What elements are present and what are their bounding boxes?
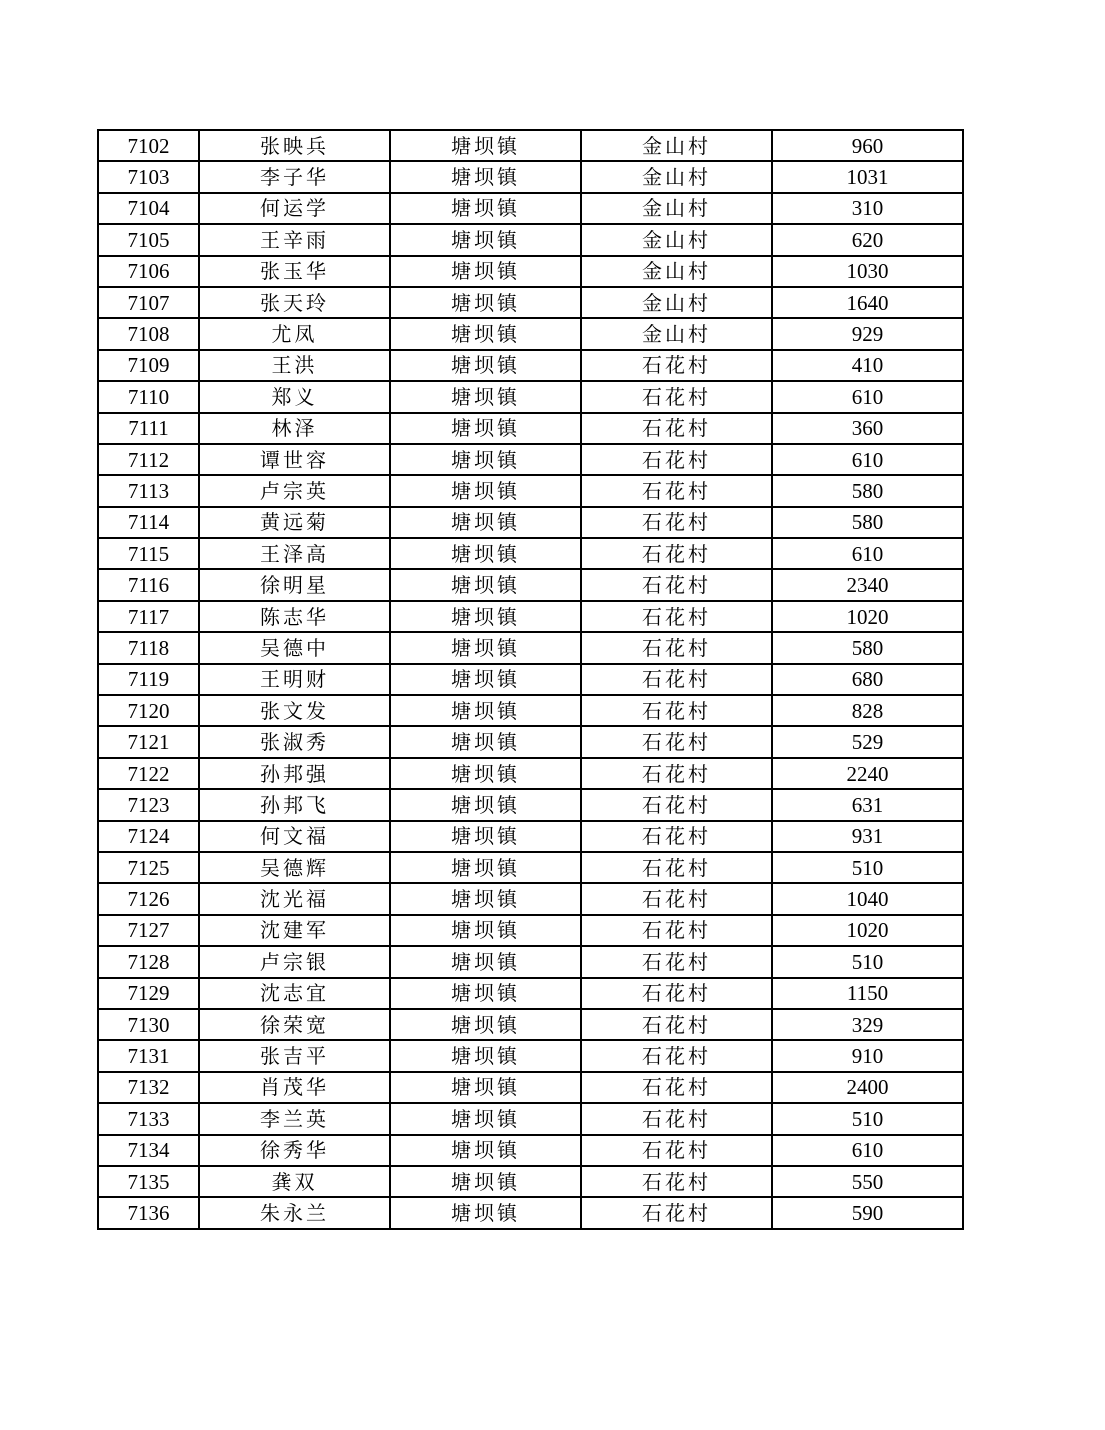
village-cell: 石花村 (581, 946, 772, 977)
town-cell: 塘坝镇 (390, 664, 581, 695)
name-cell: 尤凤 (199, 318, 390, 349)
table-row (98, 1072, 963, 1103)
name-cell: 徐荣宽 (199, 1009, 390, 1040)
town-cell: 塘坝镇 (390, 193, 581, 224)
amount-cell: 1031 (772, 161, 963, 192)
id-cell: 7112 (98, 444, 199, 475)
amount-cell: 1020 (772, 915, 963, 946)
id-cell: 7127 (98, 915, 199, 946)
id-cell: 7121 (98, 726, 199, 757)
town-cell: 塘坝镇 (390, 224, 581, 255)
amount-cell: 631 (772, 789, 963, 820)
town-cell: 塘坝镇 (390, 883, 581, 914)
id-cell: 7119 (98, 664, 199, 695)
name-cell: 李子华 (199, 161, 390, 192)
village-cell: 石花村 (581, 381, 772, 412)
village-cell: 石花村 (581, 789, 772, 820)
name-cell: 何运学 (199, 193, 390, 224)
table-row (98, 726, 963, 757)
table-row (98, 161, 963, 192)
name-cell: 沈建军 (199, 915, 390, 946)
town-cell: 塘坝镇 (390, 538, 581, 569)
town-cell: 塘坝镇 (390, 1072, 581, 1103)
name-cell: 肖茂华 (199, 1072, 390, 1103)
amount-cell: 1030 (772, 256, 963, 287)
village-cell: 石花村 (581, 1197, 772, 1228)
amount-cell: 610 (772, 381, 963, 412)
name-cell: 徐秀华 (199, 1135, 390, 1166)
amount-cell: 580 (772, 632, 963, 663)
amount-cell: 620 (772, 224, 963, 255)
amount-cell: 1040 (772, 883, 963, 914)
village-cell: 石花村 (581, 538, 772, 569)
table-row (98, 789, 963, 820)
id-cell: 7132 (98, 1072, 199, 1103)
town-cell: 塘坝镇 (390, 350, 581, 381)
town-cell: 塘坝镇 (390, 821, 581, 852)
name-cell: 吴德中 (199, 632, 390, 663)
village-cell: 石花村 (581, 1009, 772, 1040)
village-cell: 金山村 (581, 224, 772, 255)
id-cell: 7125 (98, 852, 199, 883)
id-cell: 7118 (98, 632, 199, 663)
table-row (98, 664, 963, 695)
town-cell: 塘坝镇 (390, 946, 581, 977)
village-cell: 石花村 (581, 632, 772, 663)
id-cell: 7111 (98, 413, 199, 444)
table-row (98, 915, 963, 946)
table-row (98, 193, 963, 224)
village-cell: 石花村 (581, 413, 772, 444)
name-cell: 黄远菊 (199, 507, 390, 538)
table-row (98, 1040, 963, 1071)
village-cell: 金山村 (581, 318, 772, 349)
amount-cell: 828 (772, 695, 963, 726)
village-cell: 石花村 (581, 915, 772, 946)
name-cell: 龚双 (199, 1166, 390, 1197)
town-cell: 塘坝镇 (390, 1197, 581, 1228)
name-cell: 张映兵 (199, 130, 390, 161)
table-row (98, 946, 963, 977)
name-cell: 沈光福 (199, 883, 390, 914)
village-cell: 石花村 (581, 1103, 772, 1134)
town-cell: 塘坝镇 (390, 601, 581, 632)
id-cell: 7104 (98, 193, 199, 224)
table-row (98, 224, 963, 255)
amount-cell: 580 (772, 475, 963, 506)
village-cell: 金山村 (581, 130, 772, 161)
amount-cell: 931 (772, 821, 963, 852)
id-cell: 7113 (98, 475, 199, 506)
name-cell: 王辛雨 (199, 224, 390, 255)
name-cell: 吴德辉 (199, 852, 390, 883)
town-cell: 塘坝镇 (390, 381, 581, 412)
id-cell: 7126 (98, 883, 199, 914)
record-table (97, 129, 964, 1230)
amount-cell: 1020 (772, 601, 963, 632)
table-row (98, 444, 963, 475)
amount-cell: 410 (772, 350, 963, 381)
name-cell: 林泽 (199, 413, 390, 444)
village-cell: 金山村 (581, 256, 772, 287)
table-row (98, 475, 963, 506)
town-cell: 塘坝镇 (390, 695, 581, 726)
amount-cell: 2340 (772, 569, 963, 600)
table-row (98, 287, 963, 318)
amount-cell: 550 (772, 1166, 963, 1197)
id-cell: 7130 (98, 1009, 199, 1040)
name-cell: 徐明星 (199, 569, 390, 600)
id-cell: 7106 (98, 256, 199, 287)
town-cell: 塘坝镇 (390, 1009, 581, 1040)
amount-cell: 2400 (772, 1072, 963, 1103)
name-cell: 谭世容 (199, 444, 390, 475)
village-cell: 石花村 (581, 507, 772, 538)
table-row (98, 507, 963, 538)
name-cell: 何文福 (199, 821, 390, 852)
town-cell: 塘坝镇 (390, 507, 581, 538)
amount-cell: 1150 (772, 978, 963, 1009)
name-cell: 卢宗银 (199, 946, 390, 977)
id-cell: 7108 (98, 318, 199, 349)
town-cell: 塘坝镇 (390, 632, 581, 663)
table-row (98, 1009, 963, 1040)
name-cell: 李兰英 (199, 1103, 390, 1134)
name-cell: 孙邦强 (199, 758, 390, 789)
id-cell: 7135 (98, 1166, 199, 1197)
amount-cell: 610 (772, 538, 963, 569)
table-row (98, 852, 963, 883)
village-cell: 石花村 (581, 726, 772, 757)
table-row (98, 821, 963, 852)
village-cell: 石花村 (581, 1040, 772, 1071)
town-cell: 塘坝镇 (390, 789, 581, 820)
name-cell: 孙邦飞 (199, 789, 390, 820)
name-cell: 王明财 (199, 664, 390, 695)
town-cell: 塘坝镇 (390, 318, 581, 349)
id-cell: 7109 (98, 350, 199, 381)
amount-cell: 529 (772, 726, 963, 757)
table-row (98, 1197, 963, 1228)
town-cell: 塘坝镇 (390, 1135, 581, 1166)
table-row (98, 1166, 963, 1197)
village-cell: 石花村 (581, 758, 772, 789)
town-cell: 塘坝镇 (390, 852, 581, 883)
village-cell: 金山村 (581, 161, 772, 192)
amount-cell: 2240 (772, 758, 963, 789)
town-cell: 塘坝镇 (390, 161, 581, 192)
table-row (98, 1103, 963, 1134)
id-cell: 7116 (98, 569, 199, 600)
village-cell: 金山村 (581, 193, 772, 224)
table-row (98, 978, 963, 1009)
table-row (98, 569, 963, 600)
amount-cell: 910 (772, 1040, 963, 1071)
name-cell: 王泽高 (199, 538, 390, 569)
name-cell: 张玉华 (199, 256, 390, 287)
id-cell: 7114 (98, 507, 199, 538)
amount-cell: 360 (772, 413, 963, 444)
id-cell: 7107 (98, 287, 199, 318)
amount-cell: 510 (772, 946, 963, 977)
table-row (98, 883, 963, 914)
id-cell: 7117 (98, 601, 199, 632)
name-cell: 郑义 (199, 381, 390, 412)
town-cell: 塘坝镇 (390, 915, 581, 946)
name-cell: 朱永兰 (199, 1197, 390, 1228)
amount-cell: 610 (772, 444, 963, 475)
town-cell: 塘坝镇 (390, 287, 581, 318)
table-row (98, 256, 963, 287)
table-row (98, 318, 963, 349)
town-cell: 塘坝镇 (390, 1166, 581, 1197)
table-row (98, 601, 963, 632)
town-cell: 塘坝镇 (390, 256, 581, 287)
village-cell: 石花村 (581, 1072, 772, 1103)
village-cell: 石花村 (581, 821, 772, 852)
village-cell: 石花村 (581, 1135, 772, 1166)
name-cell: 卢宗英 (199, 475, 390, 506)
town-cell: 塘坝镇 (390, 1040, 581, 1071)
id-cell: 7133 (98, 1103, 199, 1134)
table-row (98, 350, 963, 381)
table-row (98, 130, 963, 161)
id-cell: 7123 (98, 789, 199, 820)
id-cell: 7115 (98, 538, 199, 569)
record-table-body (98, 130, 963, 1229)
village-cell: 石花村 (581, 350, 772, 381)
amount-cell: 960 (772, 130, 963, 161)
name-cell: 张淑秀 (199, 726, 390, 757)
amount-cell: 510 (772, 1103, 963, 1134)
town-cell: 塘坝镇 (390, 726, 581, 757)
id-cell: 7128 (98, 946, 199, 977)
amount-cell: 1640 (772, 287, 963, 318)
name-cell: 沈志宜 (199, 978, 390, 1009)
table-row (98, 413, 963, 444)
village-cell: 石花村 (581, 1166, 772, 1197)
town-cell: 塘坝镇 (390, 978, 581, 1009)
amount-cell: 329 (772, 1009, 963, 1040)
town-cell: 塘坝镇 (390, 475, 581, 506)
id-cell: 7105 (98, 224, 199, 255)
village-cell: 石花村 (581, 475, 772, 506)
table-row (98, 381, 963, 412)
amount-cell: 680 (772, 664, 963, 695)
village-cell: 石花村 (581, 883, 772, 914)
id-cell: 7131 (98, 1040, 199, 1071)
town-cell: 塘坝镇 (390, 413, 581, 444)
name-cell: 张天玲 (199, 287, 390, 318)
town-cell: 塘坝镇 (390, 569, 581, 600)
amount-cell: 510 (772, 852, 963, 883)
name-cell: 张吉平 (199, 1040, 390, 1071)
id-cell: 7122 (98, 758, 199, 789)
table-row (98, 758, 963, 789)
name-cell: 王洪 (199, 350, 390, 381)
town-cell: 塘坝镇 (390, 444, 581, 475)
village-cell: 石花村 (581, 695, 772, 726)
amount-cell: 610 (772, 1135, 963, 1166)
name-cell: 张文发 (199, 695, 390, 726)
village-cell: 金山村 (581, 287, 772, 318)
amount-cell: 580 (772, 507, 963, 538)
table-row (98, 538, 963, 569)
village-cell: 石花村 (581, 444, 772, 475)
amount-cell: 590 (772, 1197, 963, 1228)
village-cell: 石花村 (581, 601, 772, 632)
id-cell: 7102 (98, 130, 199, 161)
id-cell: 7120 (98, 695, 199, 726)
id-cell: 7124 (98, 821, 199, 852)
id-cell: 7110 (98, 381, 199, 412)
id-cell: 7129 (98, 978, 199, 1009)
town-cell: 塘坝镇 (390, 1103, 581, 1134)
village-cell: 石花村 (581, 569, 772, 600)
town-cell: 塘坝镇 (390, 758, 581, 789)
id-cell: 7136 (98, 1197, 199, 1228)
town-cell: 塘坝镇 (390, 130, 581, 161)
table-row (98, 1135, 963, 1166)
table-row (98, 695, 963, 726)
village-cell: 石花村 (581, 852, 772, 883)
name-cell: 陈志华 (199, 601, 390, 632)
table-row (98, 632, 963, 663)
village-cell: 石花村 (581, 978, 772, 1009)
id-cell: 7134 (98, 1135, 199, 1166)
id-cell: 7103 (98, 161, 199, 192)
amount-cell: 929 (772, 318, 963, 349)
amount-cell: 310 (772, 193, 963, 224)
village-cell: 石花村 (581, 664, 772, 695)
